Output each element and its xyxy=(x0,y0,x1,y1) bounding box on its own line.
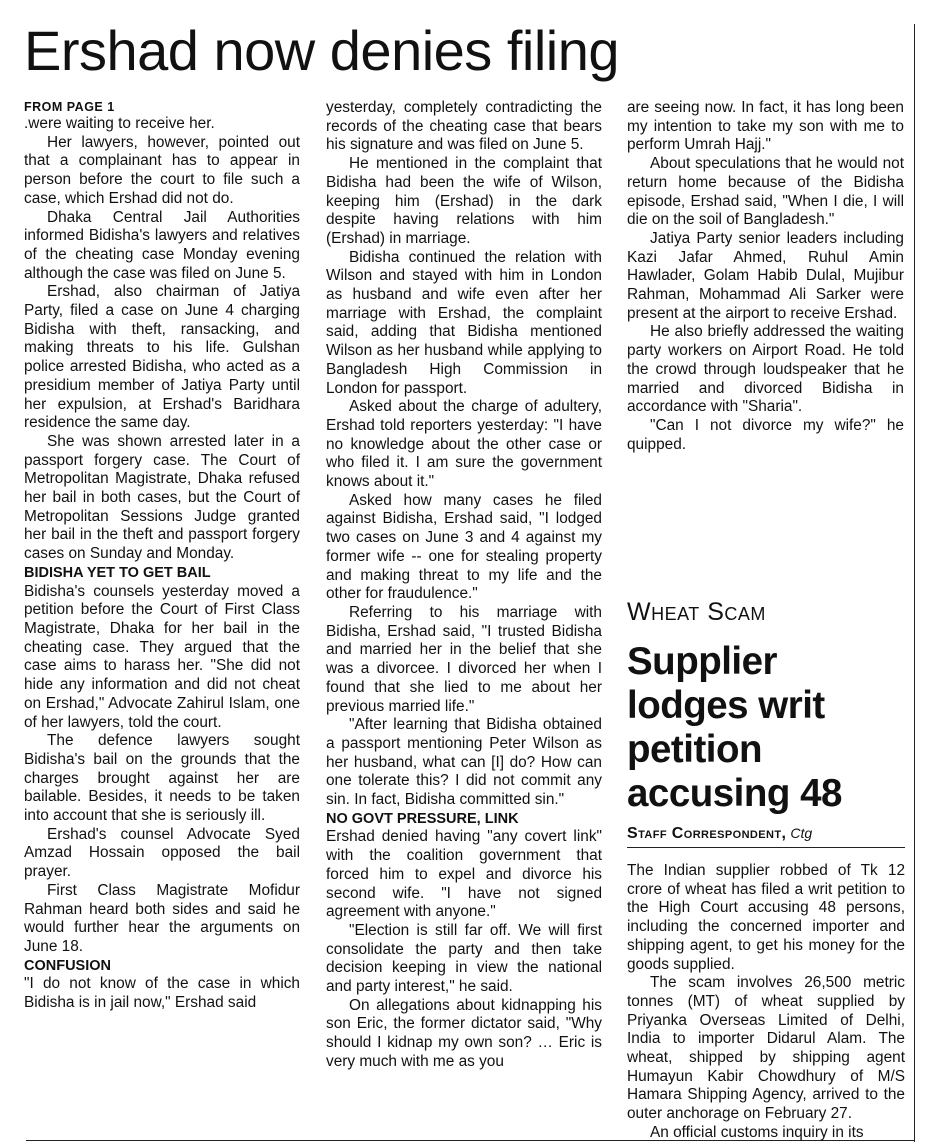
paragraph: The scam involves 26,500 metric tonnes (MT) of wheat supplied by Priyanka Overseas Limited of Delhi, India to importer Didarul Alam. The wheat, shipped by shipping agent Humayun Kabir Chowdhury of M/S Hamara Shipping Agency, arrived to the outer anchorage on February 27. xyxy=(627,974,905,1123)
paragraph: "After learning that Bidisha obtained a passport mentioning Peter Wilson as her husband, what can [I] do? How can one tolerate this? I did not commit any sin. In fact, Bidisha committed sin." xyxy=(326,716,602,809)
article-column-2 xyxy=(326,99,602,1072)
paragraph: Her lawyers, however, pointed out that a complainant has to appear in person before the court to file such a case, which Ershad did not do. xyxy=(24,133,300,207)
paragraph: On allegations about kidnapping his son Eric, the former dictator said, "Why should I kidnap my own son? … Eric is very much with me as you xyxy=(326,996,602,1070)
paragraph: Jatiya Party senior leaders including Kazi Jafar Ahmed, Ruhul Amin Hawlader, Golam Habib Dulal, Mujibur Rahman, Mohammad Ali Sarker were present at the airport to receive Ershad. xyxy=(627,229,904,322)
paragraph: The Indian supplier robbed of Tk 12 crore of wheat has filed a writ petition to the High Court accusing 48 persons, including the concerned importer and shipping agent, to get his money for the goods supplied. xyxy=(627,862,905,973)
column-rule-right xyxy=(914,24,915,1142)
paragraph: He also briefly addressed the waiting party workers on Airport Road. He told the crowd through loudspeaker that he married and divorced Bidisha in accordance with "Sharia". xyxy=(627,323,904,416)
subheading: CONFUSION xyxy=(24,957,111,974)
sidebar-kicker: Wheat Scam xyxy=(627,598,766,626)
paragraph: "Election is still far off. We will first consolidate the party and then take decision keeping in view the national and party interest," he said. xyxy=(326,921,602,996)
subheading: BIDISHA YET TO GET BAIL xyxy=(24,564,211,581)
paragraph: .were waiting to receive her. xyxy=(24,115,215,132)
paragraph: "I do not know of the case in which Bidisha is in jail now," Ershad said xyxy=(24,975,300,1012)
paragraph: First Class Magistrate Mofidur Rahman heard both sides and said he would further hear the arguments on June 18. xyxy=(24,881,300,955)
paragraph: Asked about the charge of adultery, Ershad told reporters yesterday: "I have no knowledge about the other case or who filed it. I am sure the government knows about it." xyxy=(326,398,602,491)
byline-author: Staff Correspondent, xyxy=(627,825,787,842)
sidebar-article xyxy=(627,596,905,1143)
sidebar-body xyxy=(627,862,905,1143)
paragraph: She was shown arrested later in a passport forgery case. The Court of Metropolitan Magistrate, Dhaka refused her bail in both cases, but the Court of Metropolitan Sessions Judge granted her bail in the theft and passport forgery cases on Sunday and Monday. xyxy=(24,432,300,563)
paragraph: Referring to his marriage with Bidisha, Ershad said, "I trusted Bidisha and married her in the belief that she was a divorcee. I divorced her when I found that she lied to me about her previous married life." xyxy=(326,603,602,715)
article-column-3 xyxy=(627,99,904,454)
paragraph: Ershad's counsel Advocate Syed Amzad Hossain opposed the bail prayer. xyxy=(24,825,300,881)
paragraph: Ershad denied having "any covert link" with the coalition government that forced him to expel and divorce his second wife. "I have not signed agreement with anyone." xyxy=(326,828,602,921)
paragraph: The defence lawyers sought Bidisha's bail on the grounds that the charges brought against her are bailable. Besides, it needs to be taken into account that she is seriously ill. xyxy=(24,732,300,825)
article-headline: Ershad now denies filing xyxy=(24,19,620,82)
paragraph: Dhaka Central Jail Authorities informed Bidisha's lawyers and relatives of the cheating case Monday evening although the case was filed on June 5. xyxy=(24,208,300,282)
byline-place: Ctg xyxy=(790,825,813,841)
paragraph: are seeing now. In fact, it has long been my intention to take my son with me to perform Umrah Hajj." xyxy=(627,99,904,154)
sidebar-headline: Supplier lodges writ petition accusing 48 xyxy=(627,640,842,815)
paragraph: Asked how many cases he filed against Bidisha, Ershad said, "I lodged two cases on June 3 and 4 against my former wife -- one for stealing property and making threat to my life and the other for fraudulence." xyxy=(326,491,602,603)
paragraph: Ershad, also chairman of Jatiya Party, filed a case on June 4 charging Bidisha with theft, ransacking, and making threats to his life. Gulshan police arrested Bidisha, who acted as a presidium member of Jatiya Party until her expulsion, at Ershad's Baridhara residence the same day. xyxy=(24,283,300,432)
paragraph: "Can I not divorce my wife?" he quipped. xyxy=(627,416,904,453)
paragraph: An official customs inquiry in its xyxy=(650,1123,864,1141)
paragraph: Bidisha's counsels yesterday moved a petition before the Court of First Class Magistrate, Dhaka for her bail in the cheating case. They argued that the case aims to harass her. "She did not hide any information and did not cheat on Ershad," Advocate Zahirul Islam, one of her lawyers, told the court. xyxy=(24,582,300,731)
byline xyxy=(627,824,905,848)
paragraph: He mentioned in the complaint that Bidisha had been the wife of Wilson, keeping him (Ershad) in the dark despite having relations with him (Ershad) in marriage. xyxy=(326,155,602,247)
paragraph: Bidisha continued the relation with Wilson and stayed with him in London as husband and wife even after her marriage with Ershad, the complaint said, adding that Bidisha mentioned Wilson as her husband while applying to Bangladesh High Commission in London for passport. xyxy=(326,248,602,397)
paragraph: yesterday, completely contradicting the records of the cheating case that bears his signature and was filed on June 5. xyxy=(326,99,602,154)
jump-label: FROM PAGE 1 xyxy=(24,100,115,114)
subheading: NO GOVT PRESSURE, LINK xyxy=(326,810,519,827)
article-column-1 xyxy=(24,99,300,1013)
paragraph: About speculations that he would not return home because of the Bidisha episode, Ershad said, "When I die, I will die on the soil of Bangladesh." xyxy=(627,155,904,229)
